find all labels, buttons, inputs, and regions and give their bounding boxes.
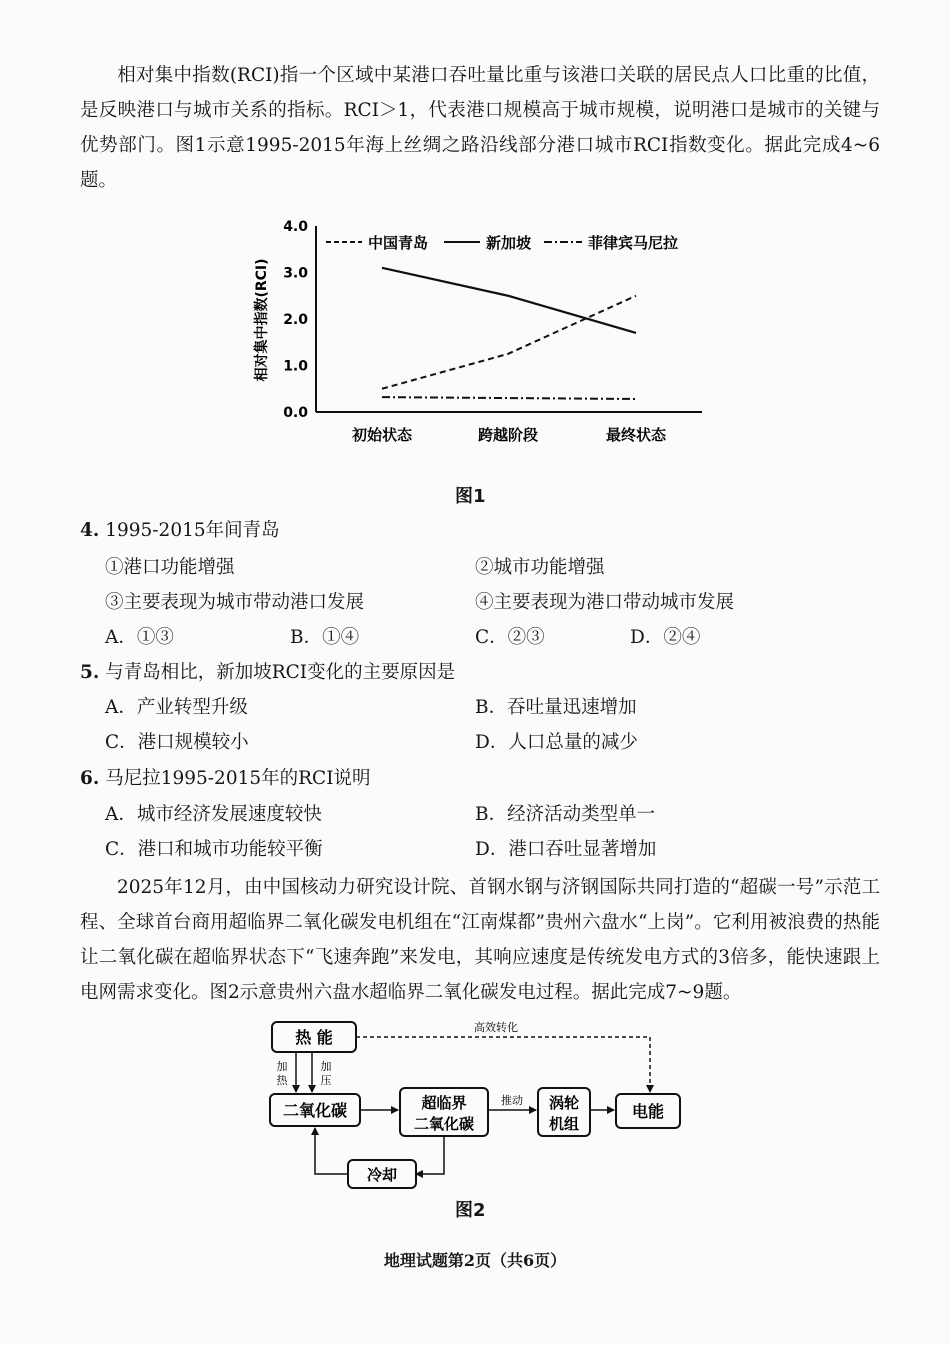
series-line-manila: [382, 397, 636, 399]
question-5-stem: 与青岛相比，新加坡RCI变化的主要原因是: [105, 662, 456, 683]
figure-2-caption: 图2: [455, 1200, 486, 1221]
heating-label-2: 热: [276, 1074, 288, 1087]
question-4-option-c[interactable]: C．②③: [475, 627, 545, 648]
question-6-option-c[interactable]: C．港口和城市功能较平衡: [105, 839, 323, 860]
question-5-option-d[interactable]: D．人口总量的减少: [475, 732, 638, 753]
figure-1-caption: 图1: [455, 486, 486, 507]
y-tick-label: 1.0: [283, 358, 308, 375]
y-tick-label: 2.0: [283, 312, 308, 328]
efficient-conversion-dashed-arrow: [356, 1037, 650, 1092]
question-6-number: 6.: [80, 768, 100, 789]
intro-text-1: 相对集中指数(RCI)指一个区域中某港口吞吐量比重与该港口关联的居民点人口比重的比值，是反映港口与城市关系的指标。RCI＞1，代表港口规模高于城市规模，说明港口是城市的关键与优势部门。图1示意1995-2015年海上丝绸之路沿线部分港口城市RCI指数变化。据此完成4~6题。: [80, 65, 880, 191]
x-tick-label: 跨越阶段: [477, 426, 539, 444]
question-6-option-b[interactable]: B．经济活动类型单一: [475, 804, 656, 825]
heat-label: 热 能: [295, 1028, 333, 1047]
question-5: [80, 658, 455, 684]
cooling-in-line: [416, 1136, 444, 1174]
question-5-option-c[interactable]: C．港口规模较小: [105, 732, 249, 753]
question-4-item-4: ④主要表现为港口带动城市发展: [475, 592, 735, 613]
legend-label-singapore: 新加坡: [486, 234, 532, 252]
efficient-conversion-label: 高效转化: [474, 1021, 518, 1034]
question-4-option-a[interactable]: A．①③: [105, 627, 174, 648]
push-label: 推动: [501, 1094, 523, 1107]
turbine-label-2: 机组: [548, 1115, 580, 1133]
question-6-option-d[interactable]: D．港口吞吐显著增加: [475, 839, 657, 860]
question-4: [80, 516, 280, 542]
y-tick-label: 0.0: [283, 405, 308, 421]
intro-paragraph-1: [80, 58, 880, 198]
x-tick-label: 最终状态: [605, 426, 667, 444]
y-tick-label: 3.0: [283, 265, 308, 282]
electricity-label: 电能: [631, 1102, 665, 1121]
question-6-option-a[interactable]: A．城市经济发展速度较快: [105, 804, 322, 825]
series-line-qingdao: [382, 296, 636, 389]
question-5-option-b[interactable]: B．吞吐量迅速增加: [475, 697, 637, 718]
y-axis-label: 相对集中指数(RCI): [254, 258, 270, 382]
question-4-number: 4.: [80, 520, 100, 541]
heating-label: 加: [276, 1060, 288, 1073]
question-4-stem: 1995-2015年间青岛: [105, 520, 280, 541]
question-5-option-a[interactable]: A．产业转型升级: [105, 697, 248, 718]
question-4-item-3: ③主要表现为城市带动港口发展: [105, 592, 365, 613]
pressure-label-2: 压: [320, 1074, 332, 1087]
supercritical-co2-label-2: 二氧化碳: [413, 1115, 475, 1133]
x-tick-label: 初始状态: [351, 426, 413, 444]
cooling-label: 冷却: [366, 1166, 398, 1184]
question-4-item-2: ②城市功能增强: [475, 557, 605, 578]
legend-label-manila: 菲律宾马尼拉: [588, 234, 679, 252]
question-5-number: 5.: [80, 662, 100, 683]
turbine-label-1: 涡轮: [548, 1094, 580, 1112]
question-4-option-b[interactable]: B．①④: [290, 627, 360, 648]
legend-label-qingdao: 中国青岛: [368, 234, 429, 252]
question-6-stem: 马尼拉1995-2015年的RCI说明: [105, 768, 371, 789]
intro-text-2: 2025年12月，由中国核动力研究设计院、首钢水钢与济钢国际共同打造的“超碳一号”示范工程、全球首台商用超临界二氧化碳发电机组在“江南煤都”贵州六盘水“上岗”。它利用被浪费的热能让二氧化碳在超临界状态下“飞速奔跑”来发电，其响应速度是传统发电方式的3倍多，能快速跟上电网需求变化。图2示意贵州六盘水超临界二氧化碳发电过程。据此完成7~9题。: [80, 877, 880, 1003]
pressure-label: 加: [320, 1060, 332, 1073]
rci-line-chart: [240, 212, 720, 452]
y-tick-label: 4.0: [283, 219, 308, 235]
power-generation-flow-diagram: [260, 1012, 720, 1192]
page-footer: 地理试题第2页（共6页）: [383, 1251, 567, 1270]
series-line-singapore: [382, 268, 636, 333]
question-4-option-d[interactable]: D．②④: [630, 627, 701, 648]
intro-paragraph-2: [80, 870, 880, 1010]
cooling-return-line: [315, 1128, 348, 1174]
question-6: [80, 764, 371, 790]
supercritical-co2-label-1: 超临界: [421, 1094, 467, 1112]
question-4-item-1: ①港口功能增强: [105, 557, 235, 578]
co2-label: 二氧化碳: [282, 1101, 348, 1120]
